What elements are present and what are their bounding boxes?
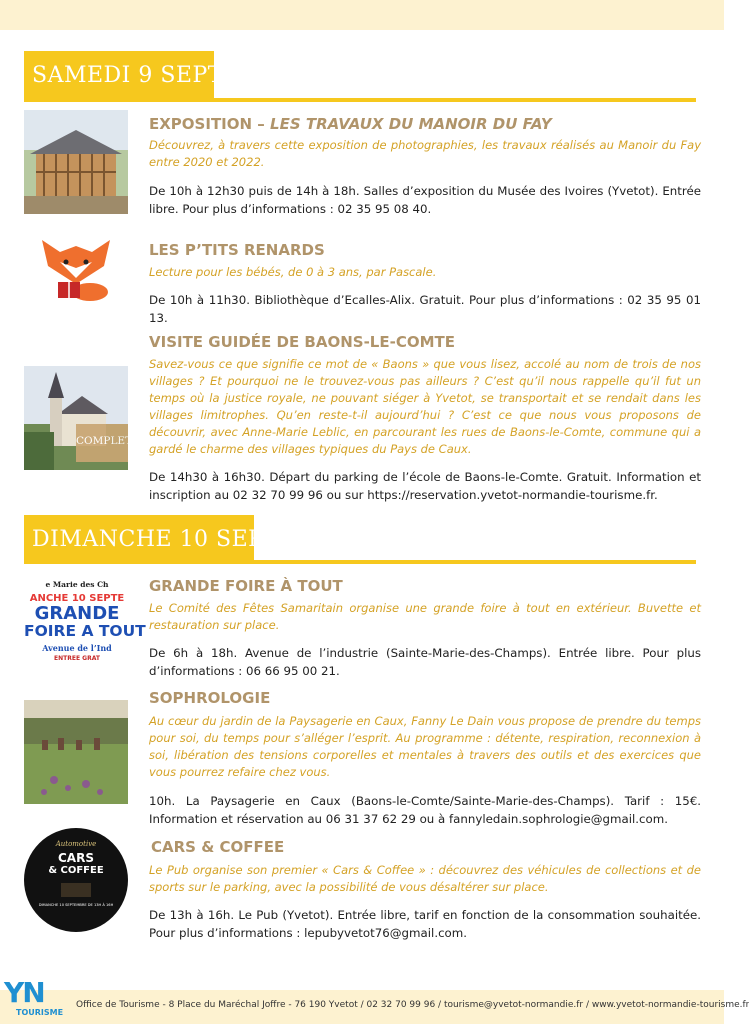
tourism-logo: YN TOURISME [4, 976, 64, 1017]
event-description: Découvrez, à travers cette exposition de photographies, les travaux réalisés au Manoir du Fay entre 2020 et 2022. [149, 138, 701, 169]
fox-icon [38, 238, 114, 302]
event-info: De 13h à 16h. Le Pub (Yvetot). Entrée libre, tarif en fonction de la consommation souhaitée. Pour plus d’informations : lepubyvetot76@gmail.com. [149, 908, 701, 940]
event-title: CARS & COFFEE [151, 838, 285, 856]
day-underline [24, 560, 696, 564]
top-band [0, 0, 724, 30]
event-info: De 14h30 à 16h30. Départ du parking de l’école de Baons-le-Comte. Gratuit. Information et inscription au 02 32 70 99 96 ou sur https://reservation.yvetot-normandie-tourisme.fr. [149, 470, 701, 502]
event-description: Le Comité des Fêtes Samaritain organise une grande foire à tout en extérieur. Buvette et restauration sur place. [149, 601, 701, 632]
event-info: De 10h à 12h30 puis de 14h à 18h. Salles d’exposition du Musée des Ivoires (Yvetot). Entrée libre. Pour plus d’informations : 02 35 95 08 40. [149, 184, 701, 216]
complet-badge: COMPLET [76, 424, 128, 462]
event-title: GRANDE FOIRE À TOUT [149, 577, 343, 595]
poster-foire: e Marie des Ch ANCHE 10 SEPTE GRANDE FOIRE A TOUT Avenue de l’Ind ENTREE GRAT [24, 578, 130, 672]
footer-contact: Office de Tourisme - 8 Place du Maréchal Joffre - 76 190 Yvetot / 02 32 70 99 96 / tourisme@yvetot-normandie.fr / www.yvetot-normandie-tourisme.fr [76, 1000, 749, 1010]
event-description: Lecture pour les bébés, de 0 à 3 ans, par Pascale. [149, 265, 437, 279]
event-description: Au cœur du jardin de la Paysagerie en Caux, Fanny Le Dain vous propose de prendre du temps pour soi, du temps pour s’alléger l’esprit. Au programme : détente, respiration, reconnexion à soi, libération des tensions corporelles et mentales à travers des outils et des exercices que vous pourrez refaire chez vous. [149, 714, 701, 779]
day-label: DIMANCHE 10 SEPTEMBRE [32, 527, 369, 552]
event-photo-manoir [24, 110, 128, 214]
event-info: 10h. La Paysagerie en Caux (Baons-le-Comte/Sainte-Marie-des-Champs). Tarif : 15€. Information et réservation au 06 31 37 62 29 ou à fannyledain.sophrologie@gmail.com. [149, 794, 701, 826]
event-photo-garden [24, 700, 128, 804]
event-title: LES P’TITS RENARDS [149, 241, 325, 259]
event-info: De 6h à 18h. Avenue de l’industrie (Sainte-Marie-des-Champs). Entrée libre. Pour plus d’informations : 06 66 95 00 21. [149, 646, 701, 678]
event-info: De 10h à 11h30. Bibliothèque d’Ecalles-Alix. Gratuit. Pour plus d’informations : 02 35 95 01 13. [149, 293, 701, 325]
event-title: EXPOSITION – LES TRAVAUX DU MANOIR DU FAY [149, 115, 552, 133]
day-header-sunday [24, 515, 369, 563]
event-description: Savez-vous ce que signifie ce mot de « Baons » que vous lisez, accolé au nom de trois de nos villages ? Et pourquoi ne le trouvez-vous pas ailleurs ? C’est qu’il nous rappelle qu’il fut un temps où la justice royale, ne pouvant siéger à Yvetot, se transportait et se rendait dans les villages limitrophes. Qu’en reste-t-il aujourd’hui ? C’est ce que nous vous proposons de découvrir, avec Anne-Marie Leblic, en parcourant les rues de Baons-le-Comte, commune qui a gardé le charme des villages typiques du Pays de Caux. [149, 357, 701, 456]
event-title: SOPHROLOGIE [149, 689, 271, 707]
event-title: VISITE GUIDÉE DE BAONS-LE-COMTE [149, 333, 456, 351]
footer [0, 976, 749, 1024]
day-label: SAMEDI 9 SEPTEMBRE [32, 63, 313, 88]
day-underline [24, 98, 696, 102]
event-description: Le Pub organise son premier « Cars & Coffee » : découvrez des véhicules de collections et de sports sur le parking, avec la possibilité de vous désaltérer sur place. [149, 863, 701, 894]
day-header-saturday [24, 51, 313, 99]
poster-cars-coffee: Automotive CARS & COFFEE DIMANCHE 10 SEPTEMBRE DE 13H À 16H [24, 828, 128, 932]
